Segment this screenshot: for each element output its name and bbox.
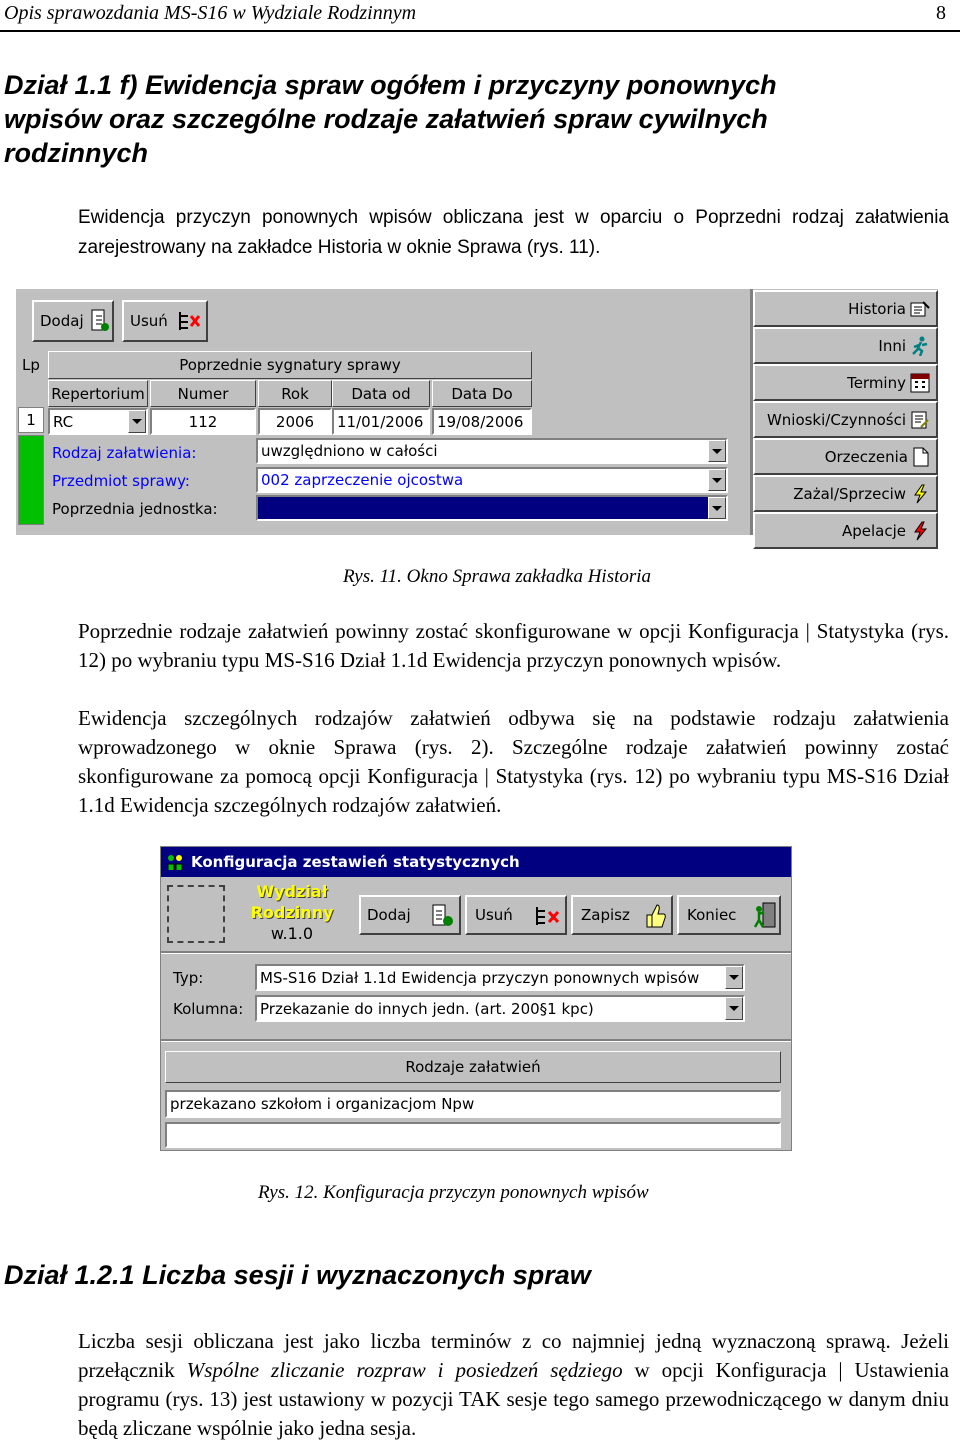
separator: [161, 1039, 791, 1042]
column-header-data-do[interactable]: Data Do: [432, 380, 532, 407]
separator: [161, 951, 791, 954]
tab-orzeczenia[interactable]: Orzeczenia: [753, 438, 938, 475]
repertorium-select[interactable]: RC: [48, 408, 148, 435]
exit-door-icon: [753, 901, 777, 929]
heading-line: Dział 1.1 f) Ewidencja spraw ogółem i przyczyny ponownych: [4, 70, 777, 100]
intro-paragraph: Ewidencja przyczyn ponownych wpisów obliczana jest w oparciu o Poprzedni rodzaj załatwienia zarejestrowany na zakładce Historia w oknie Sprawa (rys. 11).: [78, 207, 949, 258]
column-select[interactable]: Przekazanie do innych jedn. (art. 200§1 kpc): [255, 995, 745, 1022]
add-button[interactable]: Dodaj: [32, 300, 114, 342]
document-title: Opis sprawozdania MS-S16 w Wydziale Rodzinnym: [4, 2, 417, 24]
lightning-icon: [910, 484, 930, 504]
app-icon: [165, 852, 185, 872]
row-number: 1: [18, 407, 44, 433]
column-header-numer[interactable]: Numer: [150, 380, 256, 407]
chevron-down-icon[interactable]: [725, 966, 743, 989]
chevron-down-icon[interactable]: [725, 997, 743, 1020]
tab-inni[interactable]: Inni: [753, 327, 938, 364]
person-running-icon: [910, 336, 930, 356]
delete-icon: [535, 903, 561, 929]
hand-add-icon: [90, 308, 110, 334]
page-number: 8: [936, 2, 946, 24]
figure-caption: Rys. 12. Konfiguracja przyczyn ponownych wpisów: [258, 1182, 649, 1203]
logo-placeholder: [167, 885, 225, 943]
chevron-down-icon[interactable]: [708, 497, 726, 519]
field-label-rodzaj-zalatwienia: Rodzaj załatwienia:: [52, 444, 197, 462]
list-item[interactable]: [165, 1122, 781, 1148]
data-od-field[interactable]: 11/01/2006: [332, 408, 430, 435]
paragraph: Liczba sesji obliczana jest jako liczba terminów z co najmniej jedną wyznaczoną sprawą. Jeżeli przełącznik Wspólne zliczanie rozpraw i posiedzeń sędziego w opcji Konfiguracja | Ustawienia programu (rys. 13) jest ustawiony w pozycji TAK sesje tego samego przewodniczącego w danym dniu będą zliczane wspólnie jako jedna sesja.: [78, 1329, 949, 1440]
add-button[interactable]: Dodaj: [359, 895, 461, 935]
column-header-repertorium[interactable]: Repertorium: [48, 380, 148, 407]
data-do-field[interactable]: 19/08/2006: [432, 408, 532, 435]
type-select[interactable]: MS-S16 Dział 1.1d Ewidencja przyczyn ponownych wpisów: [255, 964, 745, 991]
row-indicator: [18, 435, 44, 525]
chevron-down-icon[interactable]: [708, 469, 726, 491]
tab-apelacje[interactable]: Apelacje: [753, 512, 938, 549]
page-icon: [912, 447, 930, 467]
column-header-data-od[interactable]: Data od: [332, 380, 430, 407]
paragraph: Ewidencja szczególnych rodzajów załatwień odbywa się na podstawie rodzaju załatwienia wprowadzonego w oknie Sprawa (rys. 2). Szczególne rodzaje załatwień powinny zostać skonfigurowane za pomocą opcji Konfiguracja | Statystyka (rys. 12) po wybraniu typu MS-S16 Dział 1.1d Ewidencja szczególnych rodzajów załatwień.: [78, 706, 949, 817]
tab-wnioski-czynnosci[interactable]: Wnioski/Czynności: [753, 401, 938, 438]
heading-line: rodzinnych: [4, 138, 149, 168]
remove-button[interactable]: Usuń: [122, 300, 208, 342]
tab-terminy[interactable]: Terminy: [753, 364, 938, 401]
chevron-down-icon[interactable]: [128, 410, 146, 433]
thumbs-up-icon: [643, 901, 667, 929]
section-heading: Dział 1.2.1 Liczba sesji i wyznaczonych spraw: [4, 1260, 591, 1290]
delete-icon: [178, 308, 202, 334]
close-button[interactable]: Koniec: [677, 895, 781, 935]
window-title-bar: [161, 847, 791, 877]
chevron-down-icon[interactable]: [708, 440, 726, 462]
figure-caption: Rys. 11. Okno Sprawa zakładka Historia: [343, 566, 652, 587]
emphasis: Wspólne zliczanie rozpraw i posiedzeń sędziego: [186, 1358, 623, 1382]
column-label: Kolumna:: [173, 1000, 244, 1018]
column-header-rok[interactable]: Rok: [258, 380, 332, 407]
remove-button[interactable]: Usuń: [465, 895, 567, 935]
save-button[interactable]: Zapisz: [571, 895, 673, 935]
list-item[interactable]: przekazano szkołom i organizacjom Npw: [165, 1090, 781, 1118]
previous-signatures-header: Poprzednie sygnatury sprawy: [48, 351, 532, 379]
document-edit-icon: [910, 410, 930, 430]
lp-label: Lp: [22, 356, 40, 374]
list-header[interactable]: Rodzaje załatwień: [165, 1051, 781, 1083]
field-label-przedmiot-sprawy: Przedmiot sprawy:: [52, 472, 190, 490]
lightning-red-icon: [910, 521, 930, 541]
figure-config-window: [160, 846, 792, 1151]
hand-add-icon: [431, 903, 455, 929]
app-logo: Wydział Rodzinny w.1.0: [250, 882, 334, 943]
section-heading: [4, 68, 777, 170]
type-label: Typ:: [173, 969, 204, 987]
heading-line: wpisów oraz szczególne rodzaje załatwień spraw cywilnych: [4, 104, 768, 134]
tab-historia[interactable]: Historia: [753, 290, 938, 327]
rok-field[interactable]: 2006: [258, 408, 332, 435]
numer-field[interactable]: 112: [150, 408, 256, 435]
przedmiot-sprawy-select[interactable]: 002 zaprzeczenie ojcostwa: [256, 467, 728, 493]
poprzednia-jednostka-select[interactable]: [256, 495, 728, 521]
page-header: [0, 0, 960, 32]
calendar-icon: [910, 373, 930, 393]
window-title: Konfiguracja zestawień statystycznych: [191, 853, 520, 871]
paragraph: Poprzednie rodzaje załatwień powinny zostać skonfigurowane w opcji Konfiguracja | Statystyka (rys. 12) po wybraniu typu MS-S16 Dział 1.1d Ewidencja przyczyn ponownych wpisów.: [78, 619, 949, 672]
tab-zazal-sprzeciw[interactable]: Zażal/Sprzeciw: [753, 475, 938, 512]
field-label-poprzednia-jednostka: Poprzednia jednostka:: [52, 500, 218, 518]
rodzaj-zalatwienia-select[interactable]: uwzględniono w całości: [256, 438, 728, 464]
history-icon: [910, 300, 930, 318]
